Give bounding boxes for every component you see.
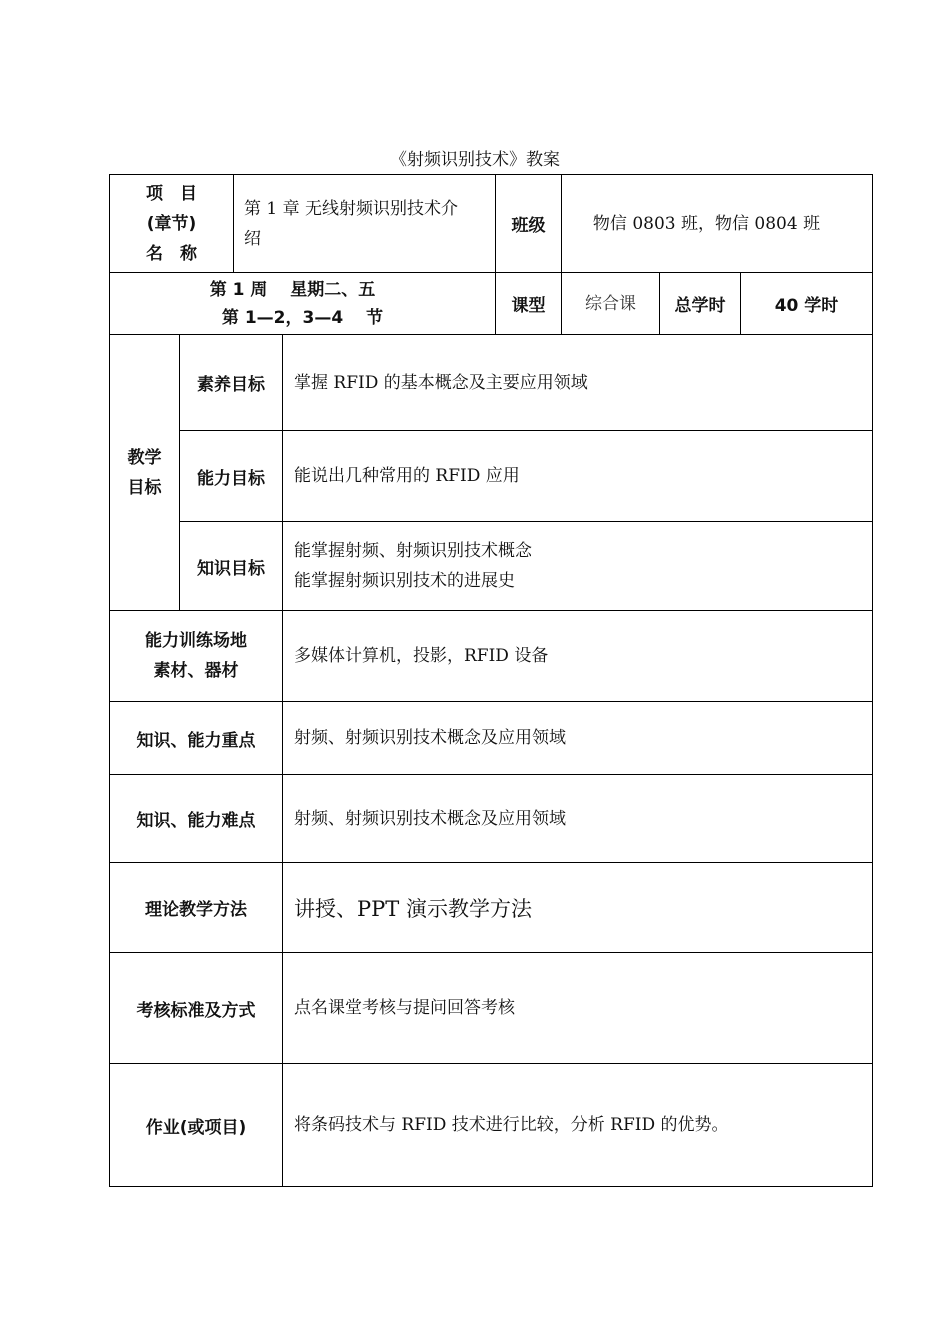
assessment-label: 考核标准及方式: [136, 1000, 256, 1021]
objective-line: 能掌握射频识别技术的进展史: [294, 571, 515, 591]
class-label: 班级: [511, 216, 546, 236]
schedule-line: 第 1—2，3—4 节: [221, 307, 384, 328]
chapter-line: 第 1 章 无线射频识别技术介: [244, 198, 459, 219]
key-points-value: 射频、射频识别技术概念及应用领域: [294, 728, 566, 748]
homework-label: 作业(或项目): [145, 1117, 247, 1138]
objectives-label-line: 教学: [127, 447, 162, 468]
teaching-method-label: 理论教学方法: [145, 900, 247, 920]
class-value: 物信 0803 班，物信 0804 班: [592, 213, 821, 234]
training-materials-label: [110, 611, 282, 701]
homework-value: 将条码技术与 RFID 技术进行比较，分析 RFID 的优势。: [294, 1115, 729, 1135]
chapter-value: [234, 175, 495, 272]
objectives-label-line: 目标: [127, 477, 162, 498]
training-materials-value: 多媒体计算机，投影，RFID 设备: [294, 646, 549, 666]
course-type-value: 综合课: [585, 293, 636, 314]
difficulties-label: 知识、能力难点: [136, 811, 256, 831]
objective-label: 素养目标: [197, 375, 265, 395]
key-points-label: 知识、能力重点: [136, 730, 256, 751]
project-label-line: 名 称: [146, 243, 197, 264]
course-type-label: 课型: [511, 296, 546, 316]
objective-label: 能力目标: [197, 468, 265, 489]
project-label-line: 项 目: [146, 183, 197, 204]
chapter-line: 绍: [244, 228, 261, 249]
objective-line: 能掌握射频、射频识别技术概念: [294, 541, 532, 561]
assessment-value: 点名课堂考核与提问回答考核: [294, 998, 515, 1018]
row-label-line: 能力训练场地: [145, 631, 247, 651]
total-hours-value: 40 学时: [774, 296, 839, 316]
row-label-line: 素材、器材: [153, 661, 239, 681]
objective-value: 能说出几种常用的 RFID 应用: [294, 466, 520, 486]
objective-value: [283, 522, 872, 610]
project-label-line: (章节): [146, 213, 197, 234]
teaching-method-value: 讲授、PPT 演示教学方法: [294, 896, 532, 921]
objective-value: 掌握 RFID 的基本概念及主要应用领域: [294, 372, 588, 393]
total-hours-label: 总学时: [674, 296, 726, 316]
project-name-label: [110, 175, 233, 272]
document-title: 《射频识别技术》教案: [390, 150, 560, 170]
difficulties-value: 射频、射频识别技术概念及应用领域: [294, 808, 566, 829]
teaching-objectives-label: [110, 335, 179, 610]
schedule-line: 第 1 周 星期二、五: [209, 279, 376, 300]
objective-label: 知识目标: [197, 558, 265, 579]
schedule: [110, 273, 495, 334]
